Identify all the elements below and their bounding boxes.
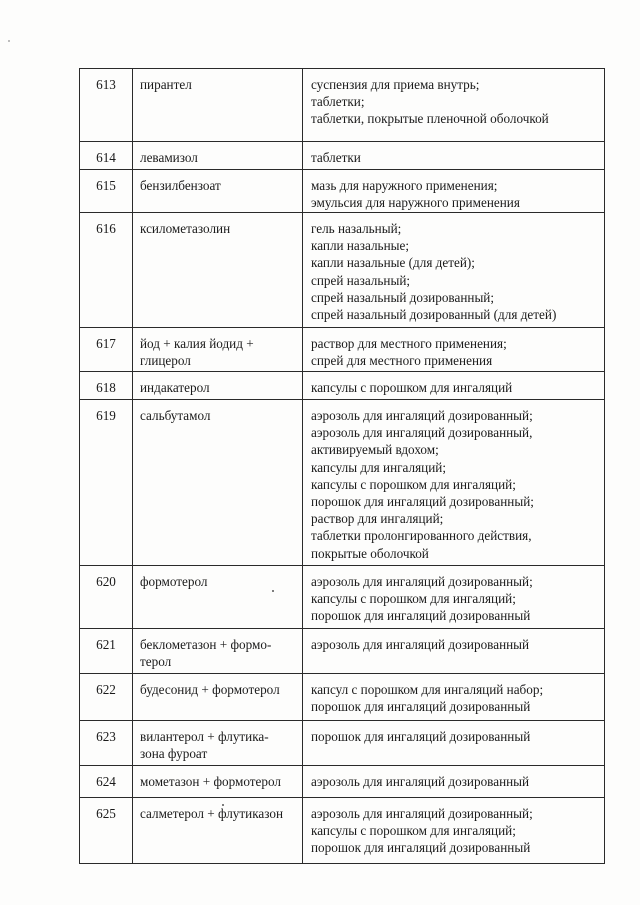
drug-name: вилантерол + флутика- зона фуроат xyxy=(133,721,303,765)
scan-speck xyxy=(222,804,224,806)
drug-name: пирантел xyxy=(133,69,303,141)
table-row xyxy=(79,372,605,400)
table-row xyxy=(79,566,605,629)
dosage-forms: раствор для местного применения; спрей для местного применения xyxy=(303,328,605,371)
table-row xyxy=(79,798,605,864)
dosage-forms: аэрозоль для ингаляций дозированный xyxy=(303,766,605,797)
table-row xyxy=(79,674,605,721)
row-number: 614 xyxy=(79,142,133,169)
row-number: 617 xyxy=(79,328,133,371)
dosage-forms: аэрозоль для ингаляций дозированный xyxy=(303,629,605,673)
scan-speck xyxy=(272,590,274,592)
table-row xyxy=(79,766,605,798)
drug-name: левамизол xyxy=(133,142,303,169)
table-row xyxy=(79,213,605,328)
row-number: 622 xyxy=(79,674,133,720)
dosage-forms: таблетки xyxy=(303,142,605,169)
dosage-forms: аэрозоль для ингаляций дозированный; аэрозоль для ингаляций дозированный, активируемый вдохом; капсулы для ингаляций; капсулы с порошком для ингаляций; порошок для ингаляций дозированный; раствор для ингаляций; таблетки пролонгированного действия, покрытые оболочкой xyxy=(303,400,605,565)
drug-name: формотерол xyxy=(133,566,303,628)
scan-mark xyxy=(8,40,10,42)
row-number: 615 xyxy=(79,170,133,212)
table-row xyxy=(79,142,605,170)
drug-name: мометазон + формотерол xyxy=(133,766,303,797)
table-row xyxy=(79,328,605,372)
drug-name: беклометазон + формо- терол xyxy=(133,629,303,673)
row-number: 624 xyxy=(79,766,133,797)
table-row xyxy=(79,721,605,766)
dosage-forms: аэрозоль для ингаляций дозированный; капсулы с порошком для ингаляций; порошок для ингаляций дозированный xyxy=(303,566,605,628)
row-number: 616 xyxy=(79,213,133,327)
table-row xyxy=(79,629,605,674)
dosage-forms: гель назальный; капли назальные; капли назальные (для детей); спрей назальный; спрей назальный дозированный; спрей назальный дозированный (для детей) xyxy=(303,213,605,327)
row-number: 621 xyxy=(79,629,133,673)
dosage-forms: капсул с порошком для ингаляций набор; порошок для ингаляций дозированный xyxy=(303,674,605,720)
drug-name: бензилбензоат xyxy=(133,170,303,212)
drug-name: индакатерол xyxy=(133,372,303,399)
dosage-forms: порошок для ингаляций дозированный xyxy=(303,721,605,765)
drug-name: сальбутамол xyxy=(133,400,303,565)
row-number: 623 xyxy=(79,721,133,765)
drug-name: ксилометазолин xyxy=(133,213,303,327)
dosage-forms: суспензия для приема внутрь; таблетки; таблетки, покрытые пленочной оболочкой xyxy=(303,69,605,141)
drug-table xyxy=(79,68,605,864)
dosage-forms: капсулы с порошком для ингаляций xyxy=(303,372,605,399)
drug-name: будесонид + формотерол xyxy=(133,674,303,720)
table-row xyxy=(79,69,605,142)
row-number: 625 xyxy=(79,798,133,863)
row-number: 613 xyxy=(79,69,133,141)
row-number: 618 xyxy=(79,372,133,399)
dosage-forms: мазь для наружного применения; эмульсия для наружного применения xyxy=(303,170,605,212)
drug-name: йод + калия йодид + глицерол xyxy=(133,328,303,371)
row-number: 619 xyxy=(79,400,133,565)
drug-name: салметерол + флутиказон xyxy=(133,798,303,863)
table-row xyxy=(79,170,605,213)
row-number: 620 xyxy=(79,566,133,628)
table-row xyxy=(79,400,605,566)
dosage-forms: аэрозоль для ингаляций дозированный; капсулы с порошком для ингаляций; порошок для ингаляций дозированный xyxy=(303,798,605,863)
